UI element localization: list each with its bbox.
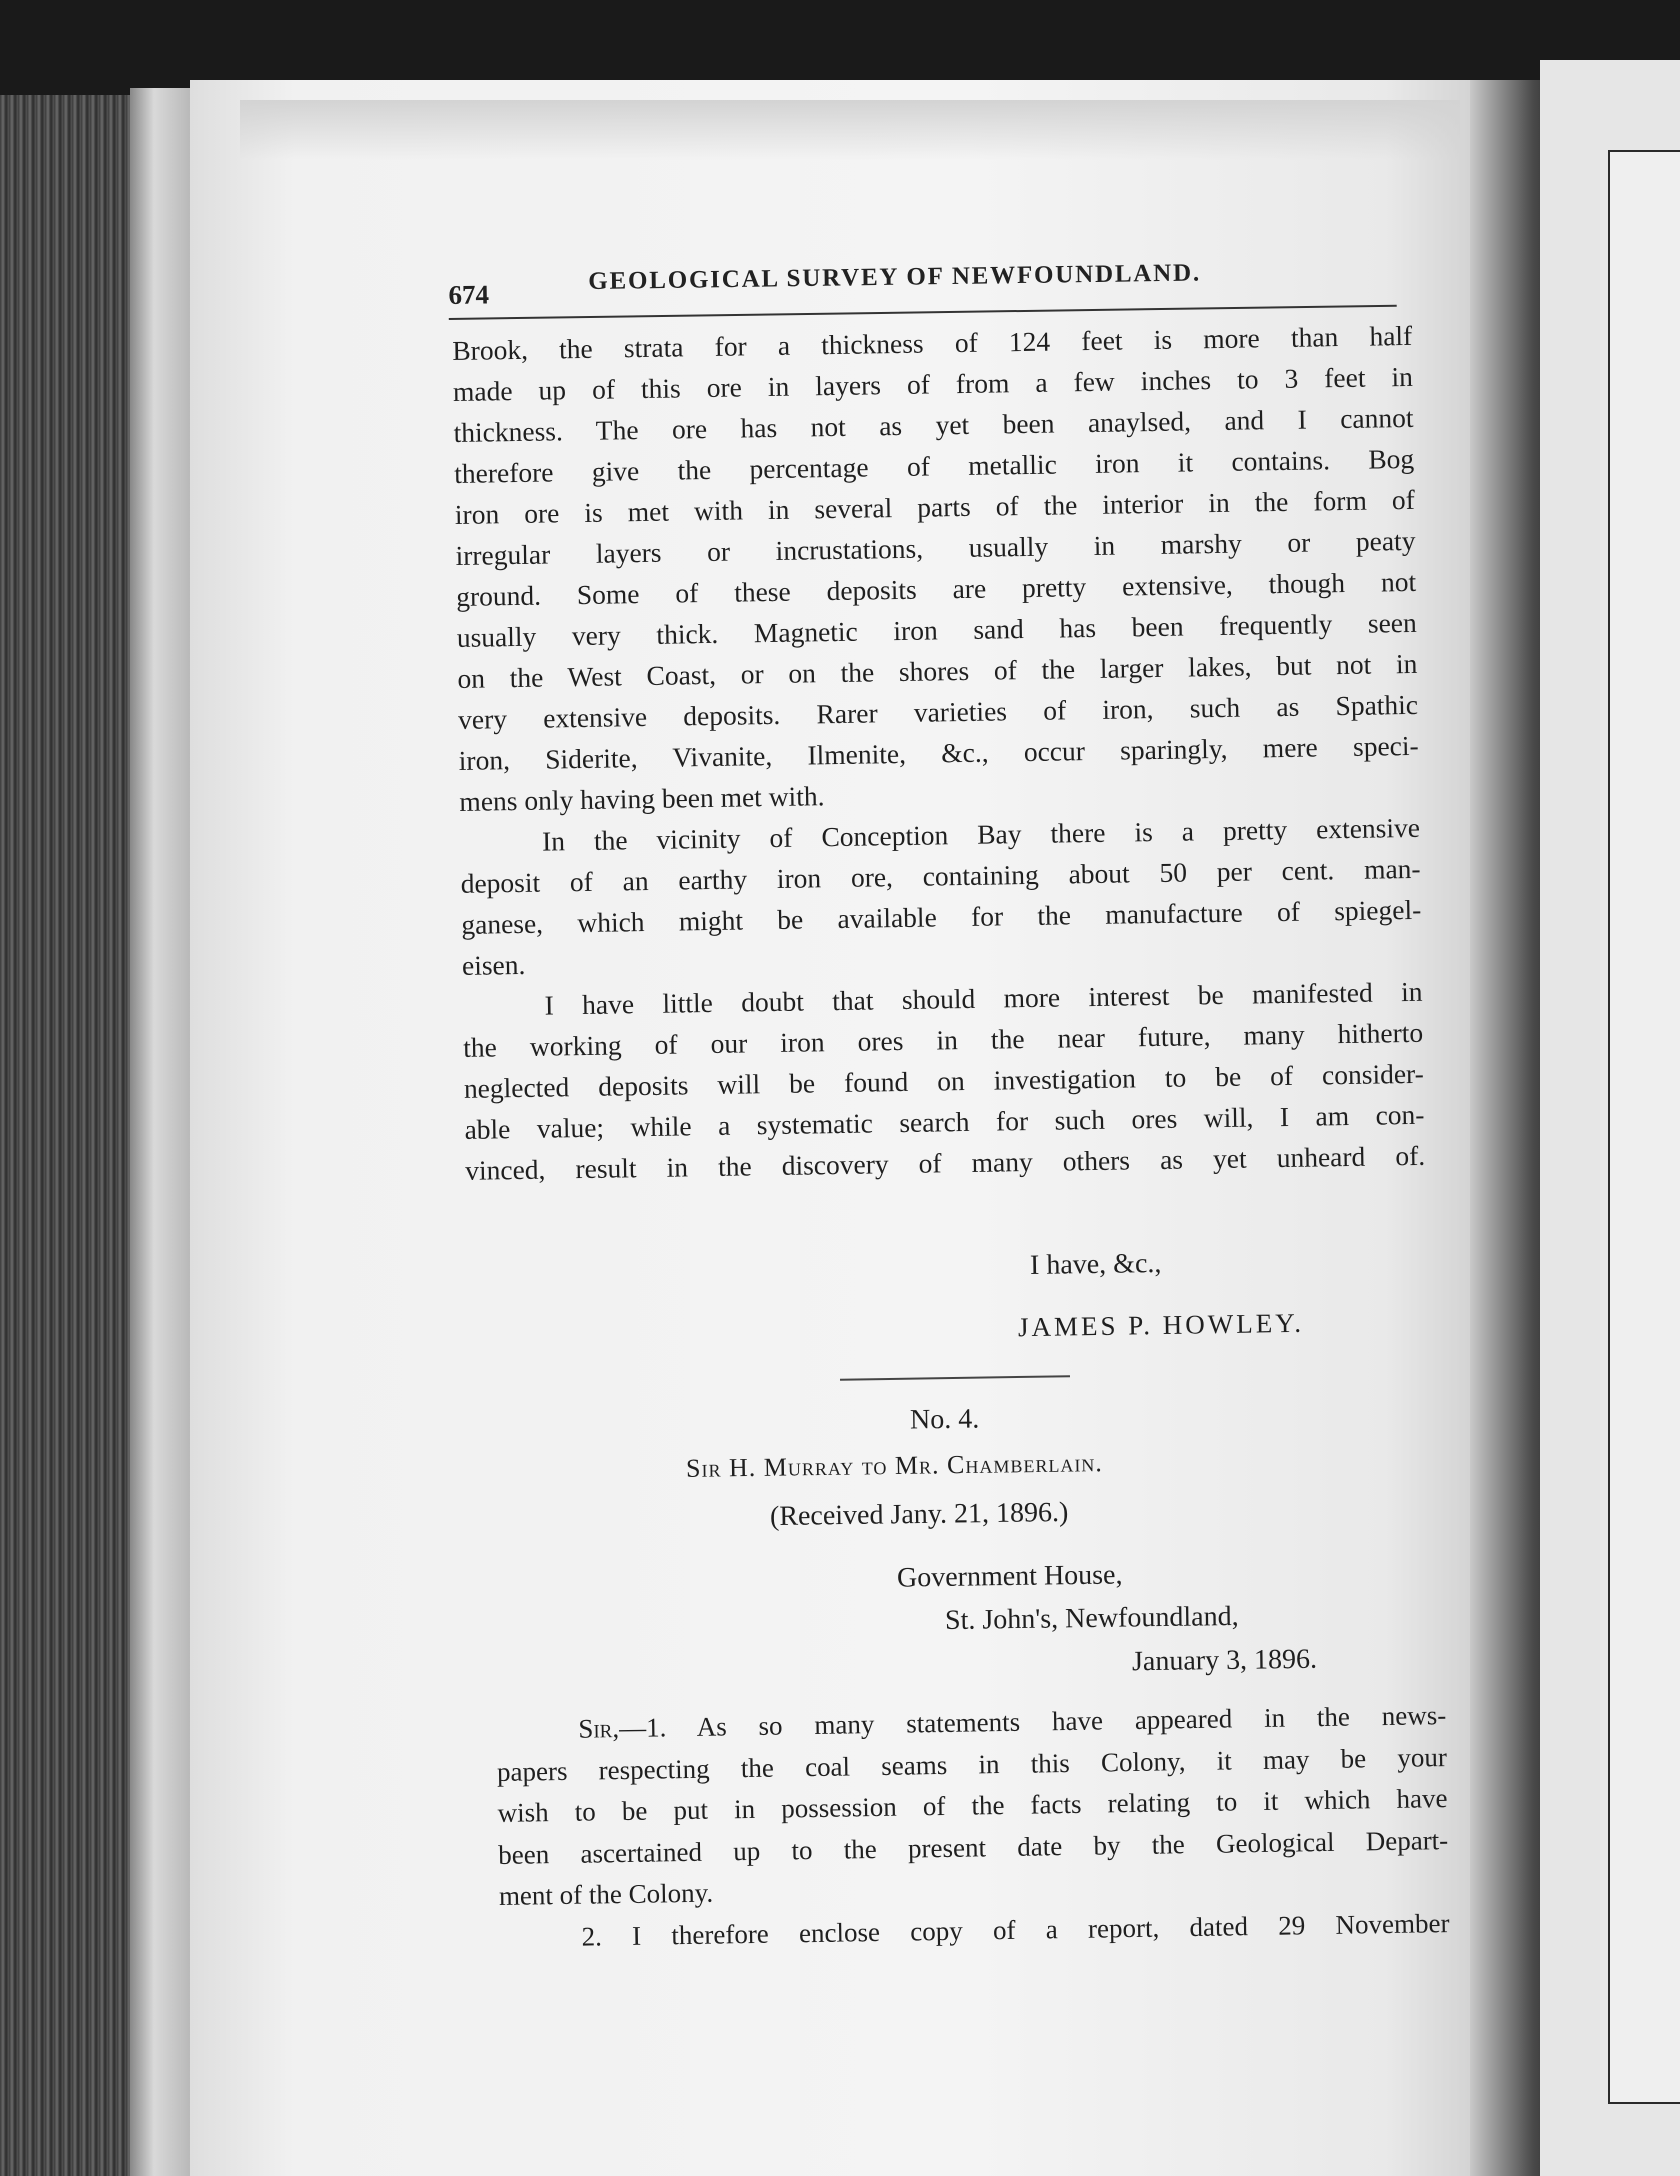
letter-date: January 3, 1896. [1131, 1643, 1318, 1678]
text-line: therefore give the percentage of metallic iron it contains. Bog [454, 442, 1415, 489]
text-line: In the vicinity of Conception Bay there is a pretty extensive [541, 811, 1421, 857]
text-line: very extensive deposits. Rarer varieties of iron, such as Spathic [457, 688, 1419, 735]
running-head: GEOLOGICAL SURVEY OF NEWFOUNDLAND. [588, 259, 1202, 296]
text-line: mens only having been met with. [459, 780, 825, 817]
paragraph-conception-bay [460, 807, 1422, 986]
address-line-2: St. John's, Newfoundland, [944, 1600, 1239, 1637]
facing-page-frame [1608, 150, 1680, 2104]
text-line: the working of our iron ores in the near future, many hitherto [463, 1016, 1424, 1063]
text-line: able value; while a systematic search for such ores will, I am con- [464, 1098, 1425, 1145]
signature: JAMES P. HOWLEY. [1017, 1307, 1305, 1343]
document-sender-recipient: Sir H. Murray to Mr. Chamberlain. [685, 1448, 1104, 1483]
paragraph-iron-ores [452, 315, 1420, 822]
text-line: iron, Siderite, Vivanite, Ilmenite, &c., occur sparingly, mere speci- [458, 729, 1419, 776]
text-line: ganese, which might be available for the manufacture of spiegel- [461, 893, 1422, 940]
text-fragment: —1. As so many statements have appeared in the news- [618, 1700, 1447, 1744]
text-line: ment of the Colony. [498, 1877, 714, 1911]
page-top-shadow [240, 100, 1460, 160]
text-line: neglected deposits will be found on investigation to be of consider- [463, 1057, 1425, 1104]
paragraph-conclusion [462, 971, 1425, 1191]
text-line: ground. Some of these deposits are pretty extensive, though not [455, 565, 1417, 612]
text-line: eisen. [461, 948, 526, 981]
letter-closing: I have, &c., [1029, 1247, 1162, 1282]
text-line: iron ore is met with in several parts of the interior in the form of [454, 483, 1416, 530]
text-line: irregular layers or incrustations, usually in marshy or peaty [455, 524, 1416, 571]
salutation: Sir, [578, 1713, 620, 1744]
text-line: I have little doubt that should more interest be manifested in [544, 975, 1423, 1021]
page-number: 674 [448, 279, 490, 310]
text-line: usually very thick. Magnetic iron sand has been frequently seen [456, 606, 1417, 653]
text-line: vinced, result in the discovery of many others as yet unheard of. [464, 1139, 1426, 1186]
address-line-1: Government House, [896, 1559, 1123, 1594]
text-line: on the West Coast, or on the shores of the larger lakes, but not in [457, 647, 1418, 694]
page-edge-highlight [130, 88, 190, 2176]
report-body [452, 315, 1425, 1191]
text-line: made up of this ore in layers of from a few inches to 3 feet in [452, 360, 1414, 407]
text-line: 2. I therefore enclose copy of a report, dated 29 November [581, 1907, 1450, 1952]
received-date: (Received Jany. 21, 1896.) [769, 1496, 1069, 1533]
text-line: thickness. The ore has not as yet been anaylsed, and I cannot [453, 401, 1414, 448]
document-number: No. 4. [909, 1403, 980, 1436]
text-line: been ascertained up to the present date by the Geological Depart- [498, 1824, 1449, 1870]
text-line: wish to be put in possession of the facts relating to it which have [497, 1783, 1448, 1828]
text-line: deposit of an earthy iron ore, containing about 50 per cent. man- [460, 852, 1421, 899]
page-stack-edge [0, 95, 150, 2176]
text-line: Brook, the strata for a thickness of 124 feet is more than half [452, 319, 1413, 366]
letter-body [496, 1695, 1450, 1959]
text-line: papers respecting the coal seams in this Colony, it may be your [496, 1741, 1448, 1787]
